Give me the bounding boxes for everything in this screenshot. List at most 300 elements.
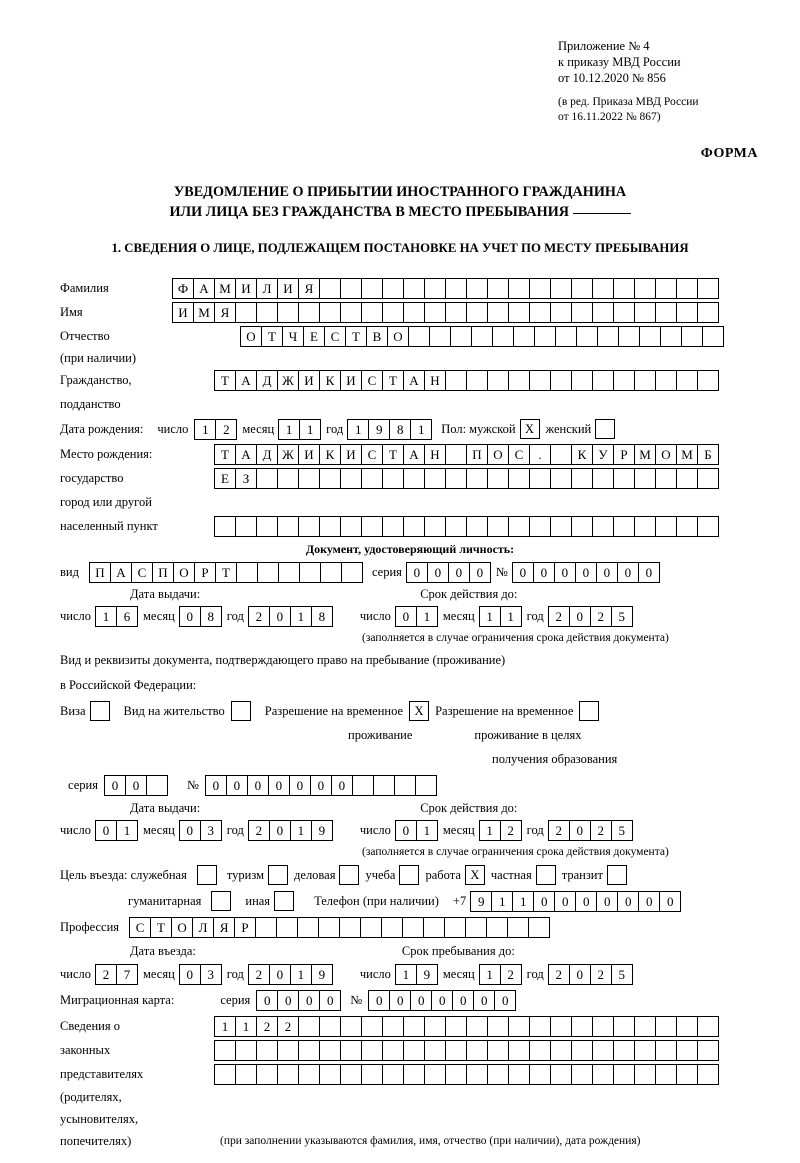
cell[interactable] bbox=[550, 1064, 572, 1085]
cell[interactable] bbox=[508, 1064, 530, 1085]
cell[interactable]: 0 bbox=[575, 891, 597, 912]
cell[interactable] bbox=[319, 278, 341, 299]
cell[interactable]: 1 bbox=[290, 606, 312, 627]
cell[interactable] bbox=[508, 516, 530, 537]
cell[interactable] bbox=[508, 302, 530, 323]
cell[interactable]: О bbox=[171, 917, 193, 938]
cell[interactable]: 9 bbox=[368, 419, 390, 440]
cell[interactable]: Р bbox=[194, 562, 216, 583]
cell[interactable] bbox=[655, 1040, 677, 1061]
cell[interactable]: 9 bbox=[311, 964, 333, 985]
cell[interactable]: А bbox=[403, 370, 425, 391]
cell[interactable]: 0 bbox=[205, 775, 227, 796]
stay-until-month-cells[interactable] bbox=[479, 964, 521, 985]
cell[interactable] bbox=[634, 278, 656, 299]
cell[interactable]: И bbox=[340, 444, 362, 465]
cell[interactable]: Ч bbox=[282, 326, 304, 347]
cell[interactable]: А bbox=[235, 370, 257, 391]
cell[interactable]: 0 bbox=[395, 606, 417, 627]
cell[interactable]: 0 bbox=[268, 775, 290, 796]
cell[interactable] bbox=[697, 370, 719, 391]
cell[interactable] bbox=[487, 370, 509, 391]
cell[interactable] bbox=[508, 468, 530, 489]
cell[interactable] bbox=[352, 775, 374, 796]
cell[interactable]: Т bbox=[214, 370, 236, 391]
cell[interactable]: С bbox=[361, 370, 383, 391]
cell[interactable]: 0 bbox=[569, 606, 591, 627]
cell[interactable] bbox=[340, 278, 362, 299]
cell[interactable]: Я bbox=[214, 302, 236, 323]
temp-residence-checkbox[interactable]: X bbox=[409, 701, 429, 721]
cell[interactable] bbox=[550, 370, 572, 391]
cell[interactable] bbox=[634, 468, 656, 489]
cell[interactable]: . bbox=[529, 444, 551, 465]
cell[interactable]: К bbox=[319, 370, 341, 391]
cell[interactable] bbox=[571, 516, 593, 537]
cell[interactable]: 0 bbox=[596, 562, 618, 583]
cell[interactable] bbox=[465, 917, 487, 938]
cell[interactable] bbox=[571, 468, 593, 489]
cell[interactable] bbox=[487, 468, 509, 489]
cell[interactable] bbox=[298, 468, 320, 489]
cell[interactable]: 0 bbox=[277, 990, 299, 1011]
cell[interactable] bbox=[571, 1016, 593, 1037]
cell[interactable]: 0 bbox=[247, 775, 269, 796]
cell[interactable] bbox=[676, 302, 698, 323]
identity-doc-number-cells[interactable] bbox=[512, 562, 659, 583]
cell[interactable]: Т bbox=[261, 326, 283, 347]
cell[interactable] bbox=[146, 775, 168, 796]
cell[interactable]: 0 bbox=[256, 990, 278, 1011]
cell[interactable] bbox=[381, 917, 403, 938]
cell[interactable]: 0 bbox=[431, 990, 453, 1011]
cell[interactable] bbox=[697, 1016, 719, 1037]
purpose-checkbox-turizm[interactable] bbox=[268, 865, 288, 885]
cell[interactable]: П bbox=[152, 562, 174, 583]
cell[interactable]: 1 bbox=[512, 891, 534, 912]
cell[interactable] bbox=[320, 562, 342, 583]
cell[interactable] bbox=[592, 370, 614, 391]
cell[interactable] bbox=[655, 278, 677, 299]
cell[interactable] bbox=[508, 1016, 530, 1037]
cell[interactable]: К bbox=[571, 444, 593, 465]
cell[interactable]: 0 bbox=[104, 775, 126, 796]
cell[interactable]: 0 bbox=[575, 562, 597, 583]
cell[interactable]: С bbox=[131, 562, 153, 583]
cell[interactable] bbox=[361, 302, 383, 323]
cell[interactable]: 0 bbox=[179, 606, 201, 627]
cell[interactable] bbox=[634, 516, 656, 537]
cell[interactable] bbox=[373, 775, 395, 796]
cell[interactable]: Ф bbox=[172, 278, 194, 299]
stay-doc-series-cells[interactable] bbox=[104, 775, 167, 796]
cell[interactable] bbox=[529, 516, 551, 537]
cell[interactable] bbox=[361, 468, 383, 489]
stay-valid-day-cells[interactable] bbox=[395, 820, 437, 841]
migration-card-series-cells[interactable] bbox=[256, 990, 340, 1011]
cell[interactable] bbox=[592, 1064, 614, 1085]
cell[interactable] bbox=[450, 326, 472, 347]
cell[interactable] bbox=[555, 326, 577, 347]
cell[interactable]: 7 bbox=[116, 964, 138, 985]
sex-male-checkbox[interactable]: X bbox=[520, 419, 540, 439]
cell[interactable] bbox=[592, 468, 614, 489]
cell[interactable]: Л bbox=[256, 278, 278, 299]
stay-valid-month-cells[interactable] bbox=[479, 820, 521, 841]
purpose-checkbox-rabota[interactable]: X bbox=[465, 865, 485, 885]
cell[interactable] bbox=[297, 917, 319, 938]
cell[interactable]: 0 bbox=[473, 990, 495, 1011]
cell[interactable] bbox=[424, 302, 446, 323]
cell[interactable] bbox=[655, 1016, 677, 1037]
cell[interactable] bbox=[676, 1064, 698, 1085]
cell[interactable] bbox=[471, 326, 493, 347]
cell[interactable] bbox=[550, 444, 572, 465]
cell[interactable] bbox=[298, 302, 320, 323]
cell[interactable] bbox=[214, 1040, 236, 1061]
cell[interactable] bbox=[550, 1016, 572, 1037]
cell[interactable]: 0 bbox=[269, 606, 291, 627]
cell[interactable] bbox=[361, 516, 383, 537]
cell[interactable] bbox=[403, 516, 425, 537]
cell[interactable]: О bbox=[655, 444, 677, 465]
cell[interactable] bbox=[592, 1040, 614, 1061]
cell[interactable]: 0 bbox=[226, 775, 248, 796]
patronymic-cells[interactable] bbox=[240, 326, 723, 347]
cell[interactable]: Е bbox=[303, 326, 325, 347]
cell[interactable] bbox=[528, 917, 550, 938]
cell[interactable]: 2 bbox=[248, 606, 270, 627]
cell[interactable] bbox=[550, 1040, 572, 1061]
cell[interactable] bbox=[361, 1040, 383, 1061]
cell[interactable]: 2 bbox=[256, 1016, 278, 1037]
cell[interactable]: Т bbox=[382, 444, 404, 465]
cell[interactable] bbox=[382, 302, 404, 323]
cell[interactable]: 0 bbox=[569, 964, 591, 985]
cell[interactable]: Р bbox=[613, 444, 635, 465]
cell[interactable]: 0 bbox=[554, 562, 576, 583]
cell[interactable] bbox=[466, 516, 488, 537]
cell[interactable]: 0 bbox=[617, 562, 639, 583]
cell[interactable] bbox=[676, 1040, 698, 1061]
cell[interactable]: 1 bbox=[290, 820, 312, 841]
cell[interactable] bbox=[702, 326, 724, 347]
cell[interactable]: 2 bbox=[590, 964, 612, 985]
cell[interactable] bbox=[613, 1016, 635, 1037]
cell[interactable] bbox=[403, 278, 425, 299]
cell[interactable]: Т bbox=[214, 444, 236, 465]
cell[interactable]: 1 bbox=[491, 891, 513, 912]
cell[interactable]: С bbox=[508, 444, 530, 465]
stay-valid-year-cells[interactable] bbox=[548, 820, 632, 841]
cell[interactable]: Н bbox=[424, 444, 446, 465]
cell[interactable]: И bbox=[235, 278, 257, 299]
cell[interactable]: 1 bbox=[290, 964, 312, 985]
cell[interactable] bbox=[487, 278, 509, 299]
cell[interactable]: 0 bbox=[298, 990, 320, 1011]
birth-day-cells[interactable] bbox=[194, 419, 236, 440]
cell[interactable] bbox=[550, 302, 572, 323]
cell[interactable]: А bbox=[110, 562, 132, 583]
cell[interactable]: И bbox=[172, 302, 194, 323]
cell[interactable] bbox=[697, 278, 719, 299]
cell[interactable] bbox=[360, 917, 382, 938]
identity-issue-year-cells[interactable] bbox=[248, 606, 332, 627]
visa-checkbox[interactable] bbox=[90, 701, 110, 721]
cell[interactable] bbox=[277, 1064, 299, 1085]
cell[interactable] bbox=[592, 302, 614, 323]
cell[interactable] bbox=[445, 278, 467, 299]
cell[interactable]: 3 bbox=[200, 820, 222, 841]
purpose-checkbox-inaya[interactable] bbox=[274, 891, 294, 911]
cell[interactable] bbox=[466, 1064, 488, 1085]
cell[interactable]: 1 bbox=[416, 606, 438, 627]
cell[interactable]: Д bbox=[256, 370, 278, 391]
cell[interactable] bbox=[424, 516, 446, 537]
cell[interactable] bbox=[319, 468, 341, 489]
cell[interactable] bbox=[676, 370, 698, 391]
cell[interactable]: О bbox=[240, 326, 262, 347]
cell[interactable] bbox=[445, 516, 467, 537]
residence-permit-checkbox[interactable] bbox=[231, 701, 251, 721]
cell[interactable] bbox=[613, 370, 635, 391]
cell[interactable] bbox=[508, 278, 530, 299]
cell[interactable] bbox=[214, 1064, 236, 1085]
cell[interactable]: 0 bbox=[452, 990, 474, 1011]
cell[interactable]: 2 bbox=[500, 964, 522, 985]
cell[interactable]: Я bbox=[213, 917, 235, 938]
cell[interactable] bbox=[597, 326, 619, 347]
cell[interactable] bbox=[298, 516, 320, 537]
stay-doc-number-cells[interactable] bbox=[205, 775, 436, 796]
cell[interactable] bbox=[466, 278, 488, 299]
cell[interactable]: В bbox=[366, 326, 388, 347]
cell[interactable] bbox=[382, 1016, 404, 1037]
cell[interactable]: 1 bbox=[95, 606, 117, 627]
cell[interactable]: Ж bbox=[277, 444, 299, 465]
stay-issue-day-cells[interactable] bbox=[95, 820, 137, 841]
cell[interactable]: 0 bbox=[617, 891, 639, 912]
cell[interactable]: 1 bbox=[479, 820, 501, 841]
cell[interactable] bbox=[257, 562, 279, 583]
cell[interactable] bbox=[403, 1016, 425, 1037]
cell[interactable]: 1 bbox=[116, 820, 138, 841]
cell[interactable] bbox=[676, 1016, 698, 1037]
cell[interactable] bbox=[445, 444, 467, 465]
cell[interactable] bbox=[256, 516, 278, 537]
cell[interactable]: 2 bbox=[95, 964, 117, 985]
cell[interactable]: 1 bbox=[214, 1016, 236, 1037]
cell[interactable] bbox=[319, 1016, 341, 1037]
cell[interactable] bbox=[613, 516, 635, 537]
cell[interactable] bbox=[340, 302, 362, 323]
identity-issue-month-cells[interactable] bbox=[179, 606, 221, 627]
cell[interactable] bbox=[550, 278, 572, 299]
cell[interactable] bbox=[676, 468, 698, 489]
cell[interactable]: 0 bbox=[638, 891, 660, 912]
cell[interactable] bbox=[256, 302, 278, 323]
cell[interactable] bbox=[571, 1040, 593, 1061]
cell[interactable] bbox=[256, 1064, 278, 1085]
cell[interactable]: Р bbox=[234, 917, 256, 938]
cell[interactable] bbox=[634, 1064, 656, 1085]
cell[interactable]: 1 bbox=[347, 419, 369, 440]
cell[interactable] bbox=[466, 302, 488, 323]
entry-month-cells[interactable] bbox=[179, 964, 221, 985]
cell[interactable]: 2 bbox=[548, 964, 570, 985]
birth-place-cells-3[interactable] bbox=[214, 516, 718, 537]
cell[interactable]: 5 bbox=[611, 820, 633, 841]
cell[interactable] bbox=[639, 326, 661, 347]
cell[interactable]: 0 bbox=[659, 891, 681, 912]
cell[interactable] bbox=[319, 516, 341, 537]
cell[interactable]: 0 bbox=[179, 964, 201, 985]
cell[interactable] bbox=[655, 302, 677, 323]
cell[interactable] bbox=[466, 370, 488, 391]
cell[interactable] bbox=[278, 562, 300, 583]
cell[interactable] bbox=[613, 1064, 635, 1085]
cell[interactable] bbox=[361, 1016, 383, 1037]
purpose-checkbox-ucheba[interactable] bbox=[399, 865, 419, 885]
cell[interactable] bbox=[256, 468, 278, 489]
cell[interactable] bbox=[445, 468, 467, 489]
cell[interactable] bbox=[634, 370, 656, 391]
cell[interactable] bbox=[235, 1040, 257, 1061]
cell[interactable]: 9 bbox=[416, 964, 438, 985]
cell[interactable] bbox=[424, 278, 446, 299]
cell[interactable]: 2 bbox=[277, 1016, 299, 1037]
stay-until-year-cells[interactable] bbox=[548, 964, 632, 985]
birth-place-cells-2[interactable] bbox=[214, 468, 718, 489]
cell[interactable] bbox=[550, 468, 572, 489]
cell[interactable]: 2 bbox=[500, 820, 522, 841]
stay-issue-year-cells[interactable] bbox=[248, 820, 332, 841]
cell[interactable] bbox=[487, 302, 509, 323]
cell[interactable]: 0 bbox=[427, 562, 449, 583]
entry-day-cells[interactable] bbox=[95, 964, 137, 985]
cell[interactable]: 0 bbox=[554, 891, 576, 912]
cell[interactable] bbox=[319, 302, 341, 323]
reps-cells-1[interactable] bbox=[214, 1016, 718, 1037]
cell[interactable] bbox=[655, 516, 677, 537]
cell[interactable]: 2 bbox=[590, 820, 612, 841]
cell[interactable]: 1 bbox=[395, 964, 417, 985]
cell[interactable] bbox=[634, 1040, 656, 1061]
cell[interactable]: 0 bbox=[331, 775, 353, 796]
identity-valid-day-cells[interactable] bbox=[395, 606, 437, 627]
cell[interactable] bbox=[403, 1064, 425, 1085]
cell[interactable]: 1 bbox=[299, 419, 321, 440]
cell[interactable]: 0 bbox=[125, 775, 147, 796]
cell[interactable] bbox=[277, 468, 299, 489]
cell[interactable] bbox=[298, 1040, 320, 1061]
cell[interactable]: К bbox=[319, 444, 341, 465]
cell[interactable] bbox=[529, 370, 551, 391]
cell[interactable] bbox=[534, 326, 556, 347]
cell[interactable]: 1 bbox=[500, 606, 522, 627]
profession-cells[interactable] bbox=[129, 917, 549, 938]
cell[interactable] bbox=[361, 278, 383, 299]
cell[interactable]: 0 bbox=[389, 990, 411, 1011]
entry-year-cells[interactable] bbox=[248, 964, 332, 985]
cell[interactable] bbox=[571, 1064, 593, 1085]
cell[interactable] bbox=[445, 302, 467, 323]
cell[interactable]: 0 bbox=[95, 820, 117, 841]
cell[interactable] bbox=[429, 326, 451, 347]
cell[interactable] bbox=[466, 1016, 488, 1037]
cell[interactable]: 0 bbox=[310, 775, 332, 796]
cell[interactable] bbox=[571, 370, 593, 391]
cell[interactable] bbox=[382, 516, 404, 537]
cell[interactable]: П bbox=[89, 562, 111, 583]
cell[interactable]: 5 bbox=[611, 606, 633, 627]
cell[interactable]: 2 bbox=[548, 606, 570, 627]
cell[interactable] bbox=[423, 917, 445, 938]
cell[interactable] bbox=[361, 1064, 383, 1085]
cell[interactable] bbox=[655, 1064, 677, 1085]
cell[interactable]: 0 bbox=[269, 820, 291, 841]
cell[interactable] bbox=[618, 326, 640, 347]
cell[interactable]: 1 bbox=[410, 419, 432, 440]
cell[interactable] bbox=[408, 326, 430, 347]
cell[interactable]: Л bbox=[192, 917, 214, 938]
cell[interactable] bbox=[487, 1016, 509, 1037]
cell[interactable] bbox=[415, 775, 437, 796]
cell[interactable] bbox=[445, 1016, 467, 1037]
cell[interactable]: 0 bbox=[289, 775, 311, 796]
cell[interactable] bbox=[592, 1016, 614, 1037]
cell[interactable]: С bbox=[361, 444, 383, 465]
cell[interactable]: М bbox=[634, 444, 656, 465]
cell[interactable] bbox=[276, 917, 298, 938]
cell[interactable] bbox=[592, 516, 614, 537]
migration-card-number-cells[interactable] bbox=[368, 990, 515, 1011]
cell[interactable]: 1 bbox=[194, 419, 216, 440]
cell[interactable]: Т bbox=[382, 370, 404, 391]
cell[interactable] bbox=[255, 917, 277, 938]
cell[interactable] bbox=[340, 1040, 362, 1061]
cell[interactable]: 0 bbox=[269, 964, 291, 985]
cell[interactable]: У bbox=[592, 444, 614, 465]
cell[interactable] bbox=[256, 1040, 278, 1061]
cell[interactable] bbox=[697, 302, 719, 323]
cell[interactable] bbox=[382, 278, 404, 299]
cell[interactable] bbox=[341, 562, 363, 583]
cell[interactable] bbox=[235, 1064, 257, 1085]
cell[interactable]: Б bbox=[697, 444, 719, 465]
cell[interactable] bbox=[299, 562, 321, 583]
cell[interactable] bbox=[298, 1064, 320, 1085]
cell[interactable]: И bbox=[277, 278, 299, 299]
cell[interactable] bbox=[214, 516, 236, 537]
cell[interactable] bbox=[634, 302, 656, 323]
cell[interactable]: 2 bbox=[248, 964, 270, 985]
cell[interactable] bbox=[487, 1064, 509, 1085]
cell[interactable] bbox=[681, 326, 703, 347]
cell[interactable] bbox=[571, 278, 593, 299]
cell[interactable]: А bbox=[235, 444, 257, 465]
cell[interactable] bbox=[529, 302, 551, 323]
citizenship-cells[interactable] bbox=[214, 370, 718, 391]
cell[interactable] bbox=[571, 302, 593, 323]
cell[interactable]: 8 bbox=[389, 419, 411, 440]
cell[interactable]: 0 bbox=[319, 990, 341, 1011]
cell[interactable] bbox=[613, 278, 635, 299]
cell[interactable] bbox=[529, 1016, 551, 1037]
cell[interactable] bbox=[697, 516, 719, 537]
cell[interactable] bbox=[424, 468, 446, 489]
birth-place-cells-1[interactable] bbox=[214, 444, 718, 465]
